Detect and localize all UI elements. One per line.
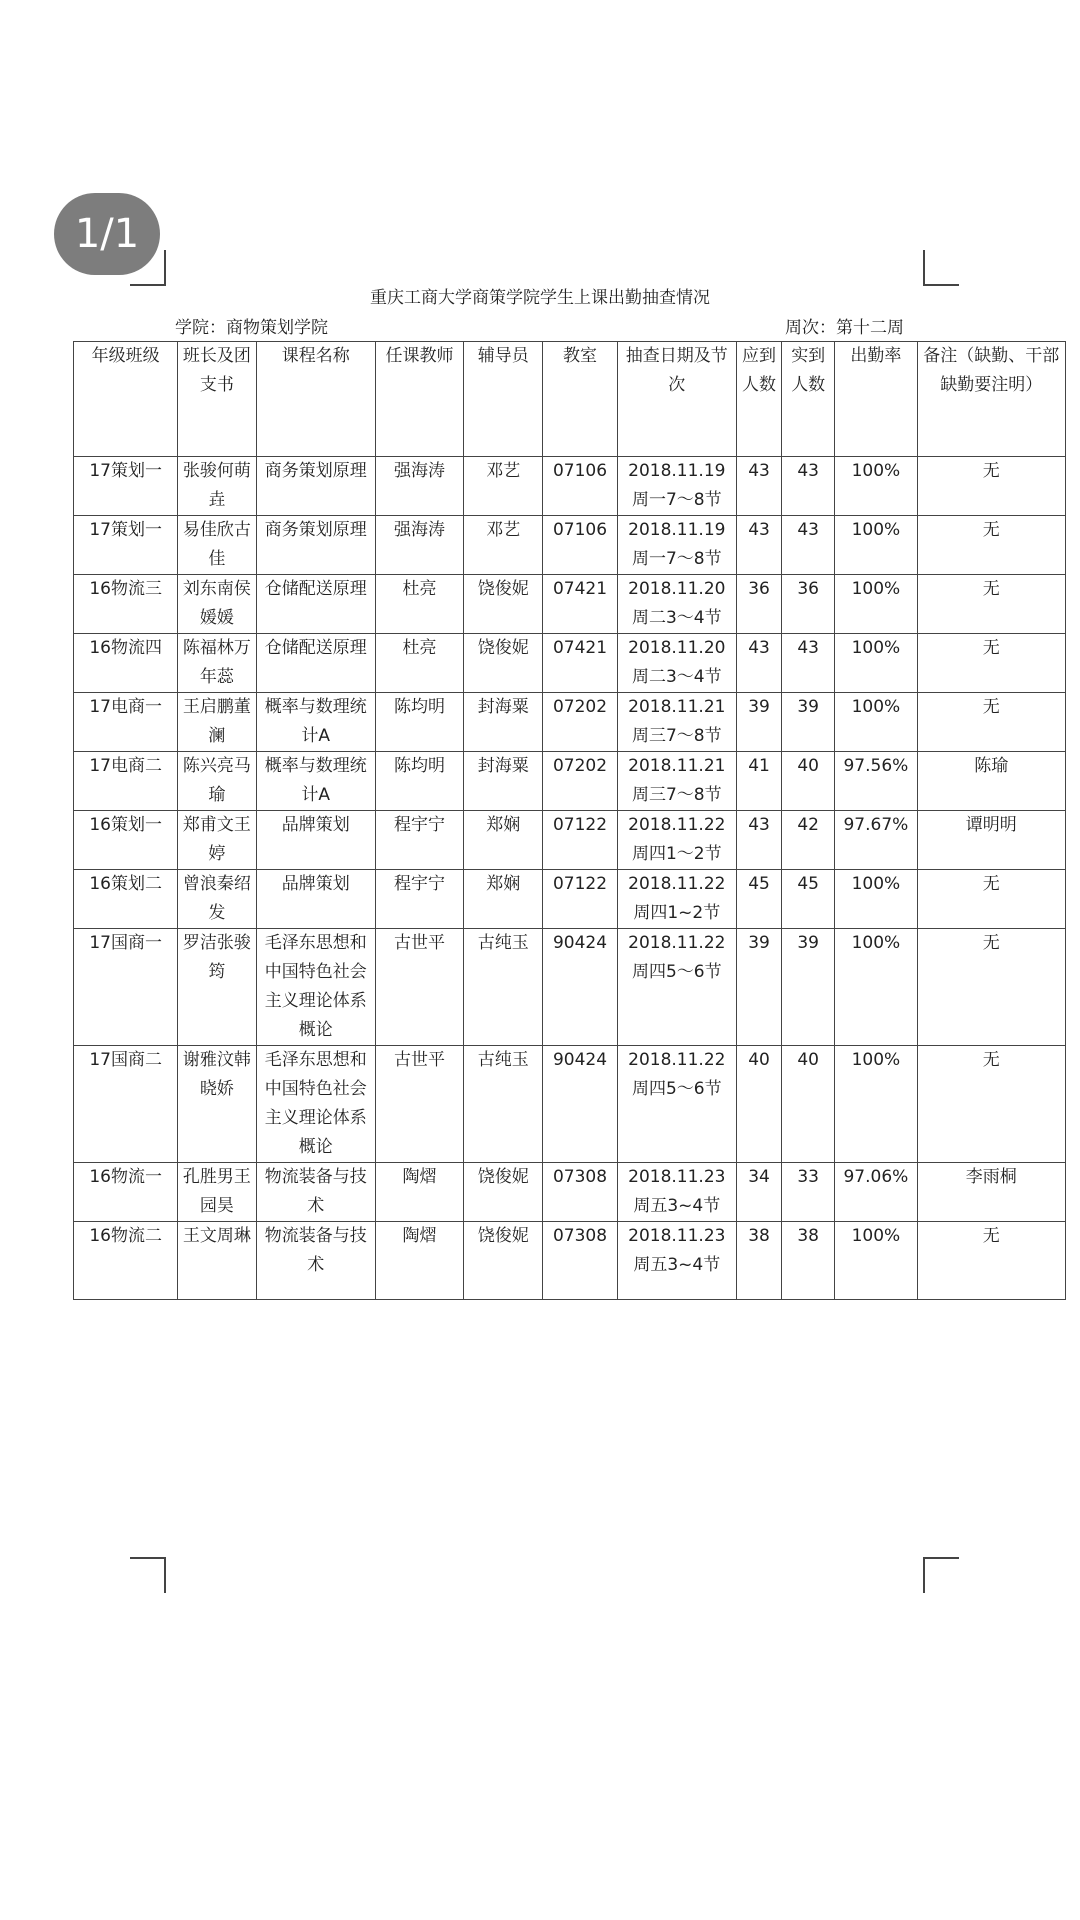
cell-course: 仓储配送原理 (256, 634, 375, 693)
cell-leaders: 罗洁张骏筠 (178, 929, 256, 1046)
cell-room: 07202 (543, 752, 617, 811)
attendance-table (73, 341, 1066, 1300)
cell-room: 07202 (543, 693, 617, 752)
table-row (74, 752, 1066, 811)
table-row (74, 575, 1066, 634)
cell-class: 16物流二 (74, 1222, 178, 1300)
crop-mark-top-left (130, 250, 166, 286)
cell-leaders: 刘东南侯媛媛 (178, 575, 256, 634)
cell-room: 07421 (543, 575, 617, 634)
cell-date: 2018.11.20周二3～4节 (617, 575, 736, 634)
table-row (74, 457, 1066, 516)
cell-rate: 100% (835, 929, 917, 1046)
cell-rate: 100% (835, 516, 917, 575)
cell-counselor: 饶俊妮 (464, 575, 543, 634)
cell-expected: 43 (736, 634, 781, 693)
cell-class: 17策划一 (74, 457, 178, 516)
cell-course: 品牌策划 (256, 870, 375, 929)
crop-mark-bottom-right (923, 1557, 959, 1593)
cell-leaders: 郑甫文王婷 (178, 811, 256, 870)
cell-room: 07106 (543, 457, 617, 516)
cell-note: 无 (917, 870, 1066, 929)
cell-actual: 38 (782, 1222, 835, 1300)
cell-expected: 43 (736, 457, 781, 516)
cell-actual: 39 (782, 693, 835, 752)
cell-course: 物流装备与技术 (256, 1163, 375, 1222)
column-header: 班长及团支书 (178, 342, 256, 457)
cell-course: 品牌策划 (256, 811, 375, 870)
cell-course: 商务策划原理 (256, 516, 375, 575)
column-header: 备注（缺勤、干部缺勤要注明） (917, 342, 1066, 457)
cell-counselor: 封海粟 (464, 752, 543, 811)
column-header: 辅导员 (464, 342, 543, 457)
cell-course: 商务策划原理 (256, 457, 375, 516)
table-row (74, 1046, 1066, 1163)
cell-class: 17国商二 (74, 1046, 178, 1163)
cell-expected: 43 (736, 811, 781, 870)
cell-room: 07421 (543, 634, 617, 693)
cell-expected: 39 (736, 929, 781, 1046)
crop-mark-bottom-left (130, 1557, 166, 1593)
cell-note: 无 (917, 457, 1066, 516)
cell-rate: 100% (835, 1046, 917, 1163)
cell-note: 李雨桐 (917, 1163, 1066, 1222)
column-header: 抽查日期及节次 (617, 342, 736, 457)
cell-rate: 100% (835, 693, 917, 752)
cell-note: 无 (917, 693, 1066, 752)
cell-course: 毛泽东思想和中国特色社会主义理论体系概论 (256, 1046, 375, 1163)
cell-rate: 100% (835, 457, 917, 516)
cell-actual: 39 (782, 929, 835, 1046)
table-row (74, 693, 1066, 752)
cell-leaders: 曾浪秦绍发 (178, 870, 256, 929)
cell-teacher: 古世平 (375, 929, 463, 1046)
cell-date: 2018.11.19周一7～8节 (617, 457, 736, 516)
column-header: 年级班级 (74, 342, 178, 457)
column-header: 出勤率 (835, 342, 917, 457)
cell-date: 2018.11.19周一7～8节 (617, 516, 736, 575)
cell-rate: 100% (835, 634, 917, 693)
cell-actual: 43 (782, 516, 835, 575)
cell-teacher: 陈均明 (375, 693, 463, 752)
cell-note: 陈瑜 (917, 752, 1066, 811)
cell-teacher: 程宇宁 (375, 870, 463, 929)
cell-leaders: 孔胜男王园昊 (178, 1163, 256, 1222)
cell-actual: 43 (782, 457, 835, 516)
crop-mark-top-right (923, 250, 959, 286)
cell-course: 仓储配送原理 (256, 575, 375, 634)
cell-date: 2018.11.22周四1~2节 (617, 870, 736, 929)
document-title: 重庆工商大学商策学院学生上课出勤抽查情况 (370, 288, 710, 308)
cell-class: 16物流四 (74, 634, 178, 693)
cell-room: 90424 (543, 929, 617, 1046)
cell-date: 2018.11.21周三7～8节 (617, 693, 736, 752)
cell-actual: 42 (782, 811, 835, 870)
cell-rate: 100% (835, 870, 917, 929)
cell-counselor: 古纯玉 (464, 929, 543, 1046)
cell-counselor: 郑娴 (464, 870, 543, 929)
cell-class: 17策划一 (74, 516, 178, 575)
cell-class: 16策划二 (74, 870, 178, 929)
cell-room: 07106 (543, 516, 617, 575)
cell-note: 无 (917, 1222, 1066, 1300)
cell-date: 2018.11.22周四5～6节 (617, 1046, 736, 1163)
cell-teacher: 强海涛 (375, 457, 463, 516)
column-header: 任课教师 (375, 342, 463, 457)
cell-leaders: 谢雅汶韩晓娇 (178, 1046, 256, 1163)
cell-actual: 40 (782, 1046, 835, 1163)
cell-date: 2018.11.23周五3~4节 (617, 1222, 736, 1300)
cell-room: 90424 (543, 1046, 617, 1163)
cell-expected: 41 (736, 752, 781, 811)
cell-counselor: 封海粟 (464, 693, 543, 752)
cell-date: 2018.11.22周四1～2节 (617, 811, 736, 870)
cell-actual: 40 (782, 752, 835, 811)
cell-note: 无 (917, 929, 1066, 1046)
cell-course: 毛泽东思想和中国特色社会主义理论体系概论 (256, 929, 375, 1046)
cell-rate: 100% (835, 575, 917, 634)
cell-expected: 39 (736, 693, 781, 752)
cell-class: 16物流一 (74, 1163, 178, 1222)
cell-actual: 43 (782, 634, 835, 693)
column-header: 教室 (543, 342, 617, 457)
cell-room: 07122 (543, 811, 617, 870)
cell-expected: 36 (736, 575, 781, 634)
cell-rate: 97.67% (835, 811, 917, 870)
cell-counselor: 古纯玉 (464, 1046, 543, 1163)
cell-teacher: 陶熠 (375, 1222, 463, 1300)
cell-note: 无 (917, 575, 1066, 634)
cell-expected: 34 (736, 1163, 781, 1222)
table-row (74, 929, 1066, 1046)
cell-actual: 33 (782, 1163, 835, 1222)
cell-teacher: 程宇宁 (375, 811, 463, 870)
cell-leaders: 王文周琳 (178, 1222, 256, 1300)
cell-rate: 97.06% (835, 1163, 917, 1222)
cell-class: 17国商一 (74, 929, 178, 1046)
cell-leaders: 陈兴亮马瑜 (178, 752, 256, 811)
cell-expected: 43 (736, 516, 781, 575)
cell-counselor: 郑娴 (464, 811, 543, 870)
cell-teacher: 古世平 (375, 1046, 463, 1163)
cell-note: 无 (917, 634, 1066, 693)
cell-counselor: 饶俊妮 (464, 1163, 543, 1222)
column-header: 应到人数 (736, 342, 781, 457)
cell-teacher: 杜亮 (375, 634, 463, 693)
cell-expected: 45 (736, 870, 781, 929)
cell-actual: 36 (782, 575, 835, 634)
table-row (74, 634, 1066, 693)
cell-expected: 40 (736, 1046, 781, 1163)
cell-actual: 45 (782, 870, 835, 929)
cell-note: 无 (917, 516, 1066, 575)
table-row (74, 516, 1066, 575)
cell-course: 概率与数理统计A (256, 693, 375, 752)
cell-leaders: 陈福林万年蕊 (178, 634, 256, 693)
cell-teacher: 杜亮 (375, 575, 463, 634)
cell-leaders: 王启鹏董澜 (178, 693, 256, 752)
table-row (74, 811, 1066, 870)
cell-date: 2018.11.21周三7～8节 (617, 752, 736, 811)
cell-teacher: 强海涛 (375, 516, 463, 575)
cell-course: 物流装备与技术 (256, 1222, 375, 1300)
cell-room: 07308 (543, 1222, 617, 1300)
cell-date: 2018.11.22周四5～6节 (617, 929, 736, 1046)
cell-leaders: 易佳欣古佳 (178, 516, 256, 575)
week-label: 周次：第十二周 (785, 318, 904, 338)
table-row (74, 870, 1066, 929)
page-indicator: 1/1 (54, 193, 160, 275)
cell-date: 2018.11.23周五3~4节 (617, 1163, 736, 1222)
cell-rate: 100% (835, 1222, 917, 1300)
cell-class: 16策划一 (74, 811, 178, 870)
cell-leaders: 张骏何萌垚 (178, 457, 256, 516)
cell-note: 谭明明 (917, 811, 1066, 870)
cell-counselor: 饶俊妮 (464, 1222, 543, 1300)
cell-rate: 97.56% (835, 752, 917, 811)
cell-class: 17电商一 (74, 693, 178, 752)
cell-date: 2018.11.20周二3～4节 (617, 634, 736, 693)
column-header: 课程名称 (256, 342, 375, 457)
table-row (74, 1222, 1066, 1300)
cell-counselor: 饶俊妮 (464, 634, 543, 693)
college-label: 学院：商物策划学院 (175, 318, 328, 338)
cell-expected: 38 (736, 1222, 781, 1300)
cell-class: 17电商二 (74, 752, 178, 811)
cell-note: 无 (917, 1046, 1066, 1163)
table-header-row (74, 342, 1066, 457)
column-header: 实到人数 (782, 342, 835, 457)
table-row (74, 1163, 1066, 1222)
cell-counselor: 邓艺 (464, 457, 543, 516)
cell-course: 概率与数理统计A (256, 752, 375, 811)
cell-teacher: 陈均明 (375, 752, 463, 811)
cell-counselor: 邓艺 (464, 516, 543, 575)
cell-class: 16物流三 (74, 575, 178, 634)
cell-teacher: 陶熠 (375, 1163, 463, 1222)
cell-room: 07122 (543, 870, 617, 929)
cell-room: 07308 (543, 1163, 617, 1222)
